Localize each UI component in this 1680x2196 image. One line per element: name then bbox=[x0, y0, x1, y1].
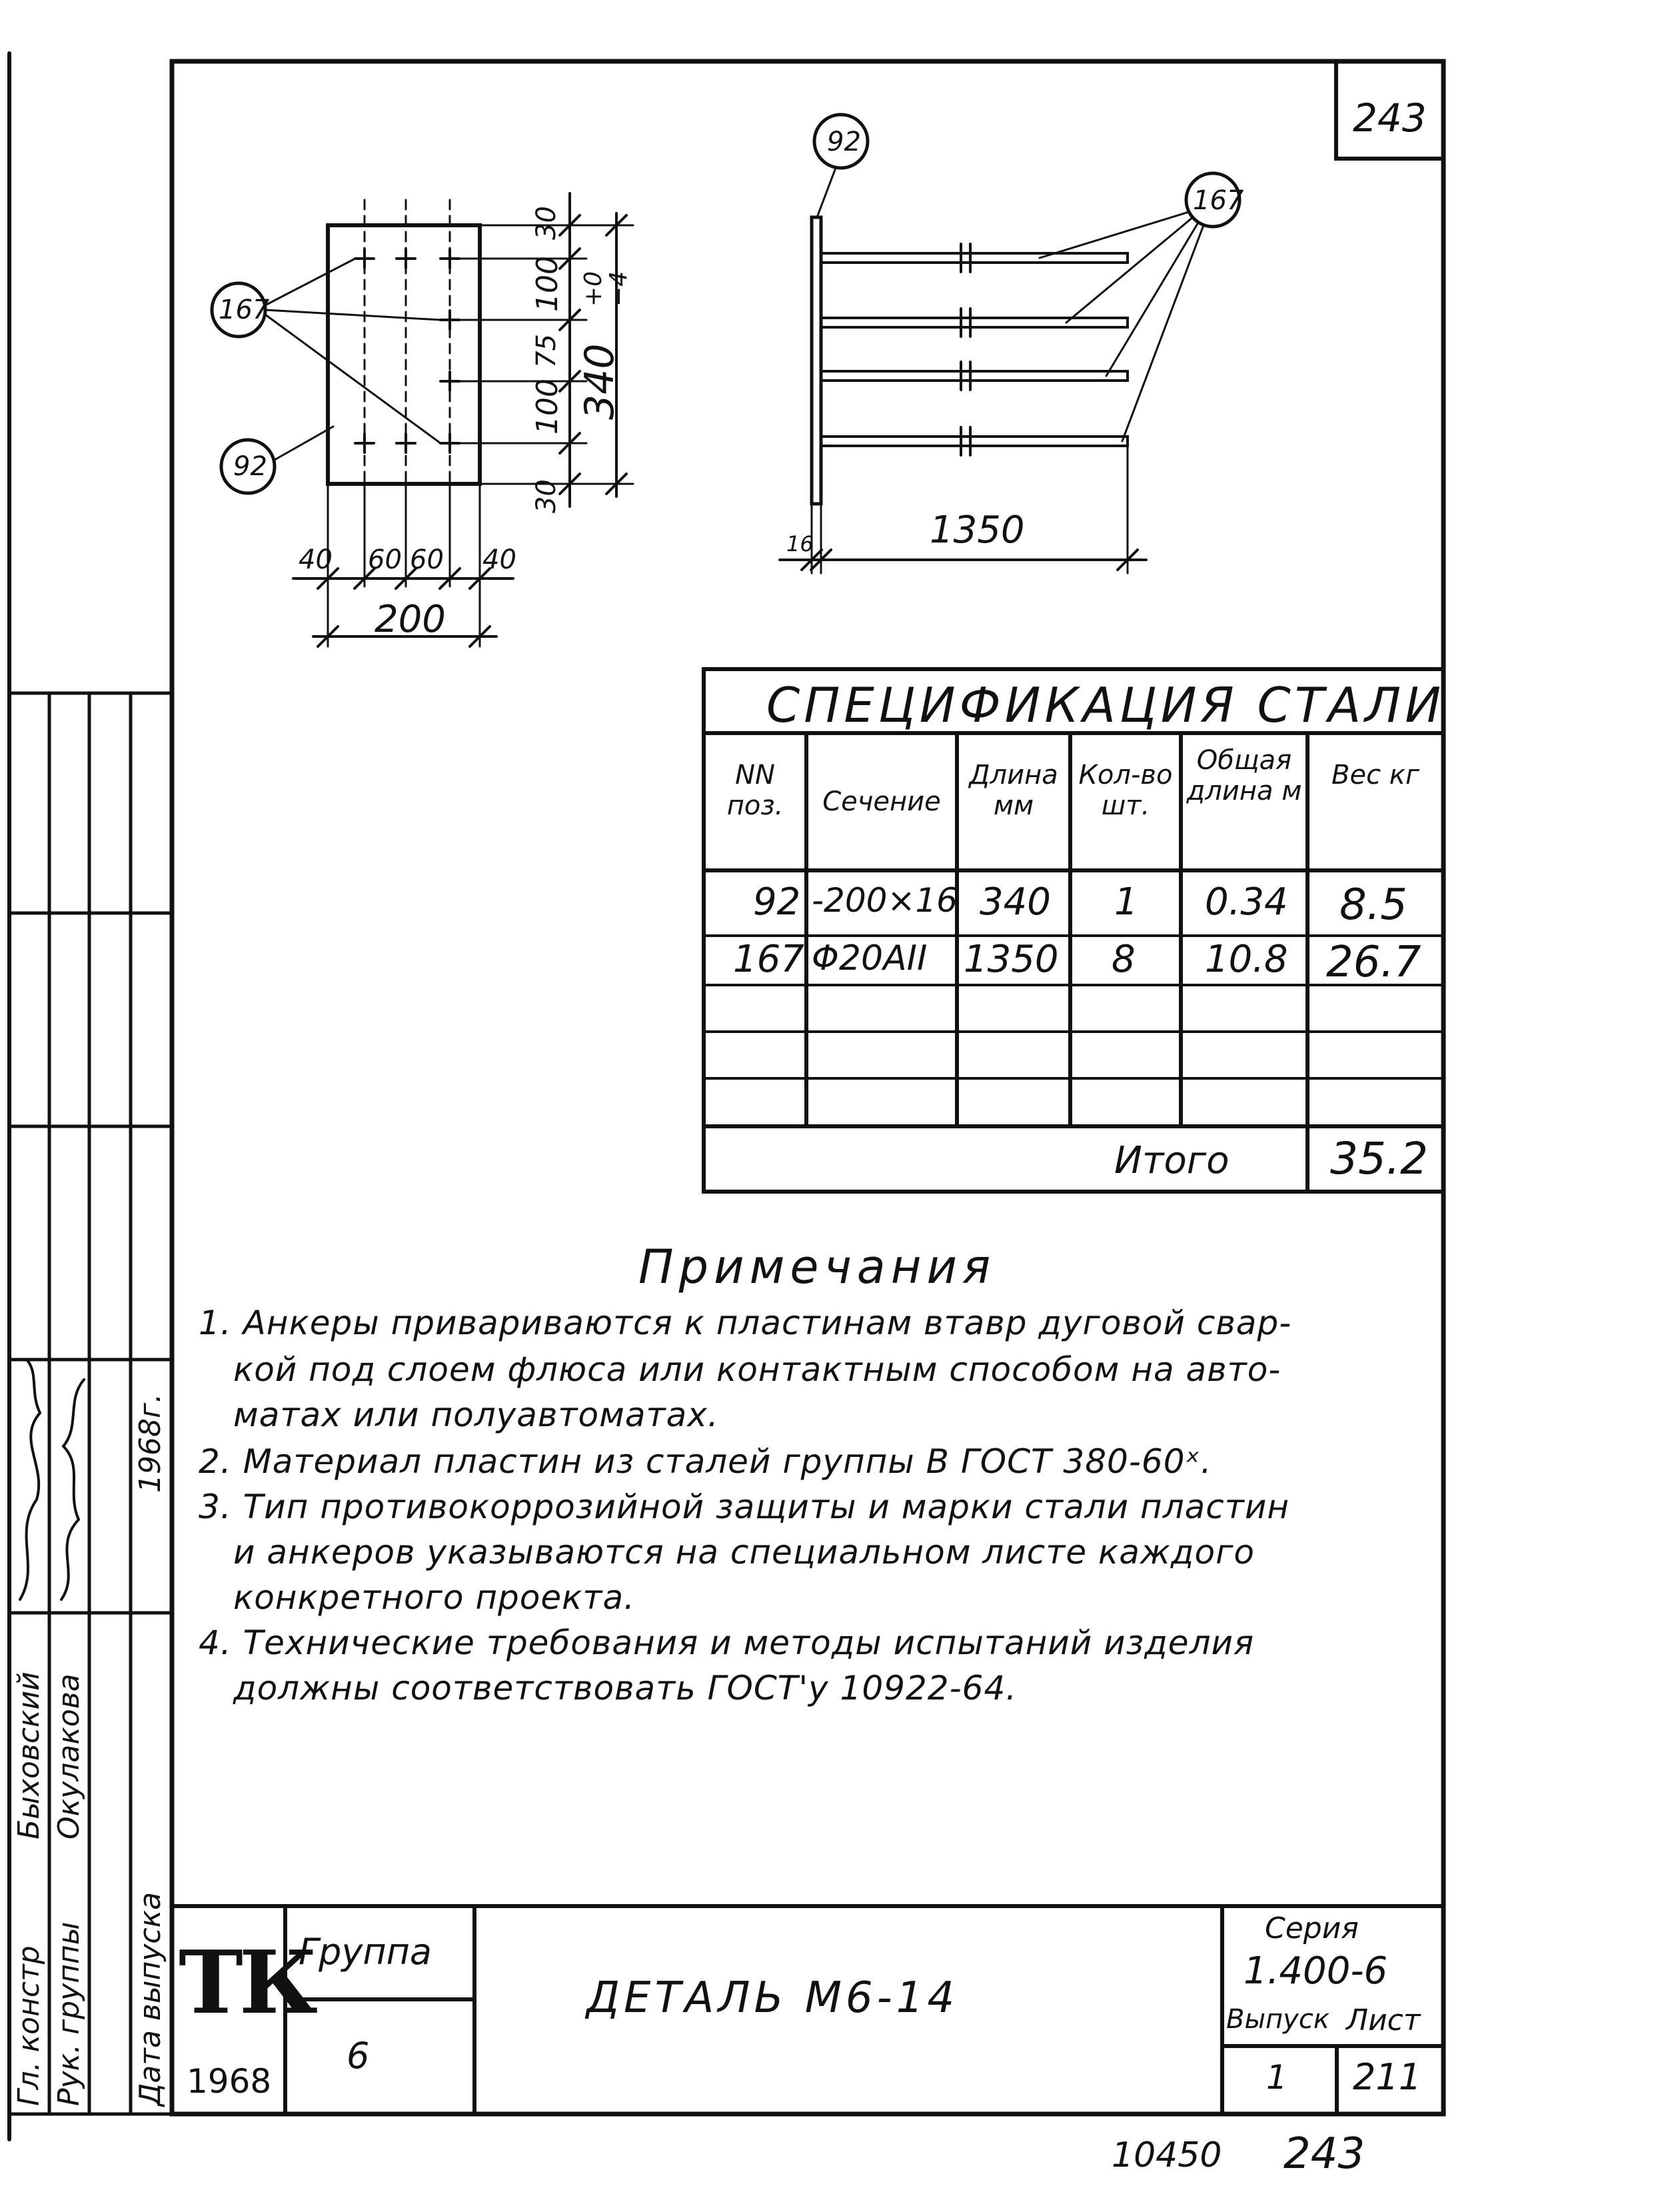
dim-label-100-upper: 100 bbox=[530, 256, 564, 312]
signature-group-lead bbox=[61, 1380, 84, 1600]
callout-label-plate-side: 92 bbox=[827, 127, 861, 157]
spec-cell-r2-section: Φ20AII bbox=[812, 938, 928, 978]
side-stamp-name-chief: Быховский bbox=[12, 1671, 46, 1839]
note-line: матах или полуавтоматах. bbox=[233, 1396, 719, 1434]
spec-table-title: СПЕЦИФИКАЦИЯ СТАЛИ bbox=[766, 677, 1445, 733]
spec-cell-r2-total-length: 10.8 bbox=[1205, 938, 1288, 981]
spec-header-qty: Кол-во шт. bbox=[1078, 760, 1173, 821]
dim-label-40-right: 40 bbox=[482, 545, 516, 575]
spec-cell-r1-length: 340 bbox=[980, 880, 1051, 924]
spec-header-weight: Вес кг bbox=[1331, 760, 1419, 790]
spec-cell-r1-total-length: 0.34 bbox=[1205, 880, 1288, 924]
series-value: 1.400-6 bbox=[1244, 1949, 1388, 1993]
detail-name: ДЕТАЛЬ М6-14 bbox=[586, 1973, 959, 2023]
note-line: конкретного проекта. bbox=[233, 1578, 635, 1617]
signature-chief bbox=[20, 1360, 40, 1600]
dim-label-anchor-length: 1350 bbox=[930, 509, 1025, 552]
note-line: 1. Анкеры привариваются к пластинам втавр дуговой свар- bbox=[199, 1304, 1292, 1342]
dim-label-60-right: 60 bbox=[410, 545, 444, 575]
dim-label-40-left: 40 bbox=[299, 545, 333, 575]
callout-label-plate-plan: 92 bbox=[233, 451, 267, 482]
issue-value: 1 bbox=[1266, 2058, 1287, 2097]
note-line: 4. Технические требования и методы испытаний изделия bbox=[199, 1624, 1255, 1662]
note-line: должны соответствовать ГОСТ'у 10922-64. bbox=[233, 1669, 1018, 1707]
note-line: 3. Тип противокоррозийной защиты и марки стали пластин bbox=[199, 1488, 1290, 1526]
page-number: 243 bbox=[1283, 2129, 1365, 2179]
spec-cell-r2-length: 1350 bbox=[964, 938, 1059, 981]
spec-header-total-length: Общая длина м bbox=[1186, 745, 1302, 806]
spec-cell-r1-pos: 92 bbox=[753, 880, 801, 924]
tk-logo: ТК bbox=[179, 1931, 314, 2033]
group-value: 6 bbox=[347, 2035, 370, 2077]
spec-header-section: Сечение bbox=[822, 786, 941, 817]
dim-label-bottom-edge: 30 bbox=[531, 479, 562, 513]
notes-title: Примечания bbox=[638, 1240, 996, 1294]
callout-label-anchors-plan: 167 bbox=[219, 295, 270, 325]
dim-label-100-lower: 100 bbox=[530, 379, 564, 435]
callout-label-anchors-side: 167 bbox=[1193, 185, 1244, 216]
note-line: 2. Материал пластин из сталей группы В ГОСТ 380-60ˣ. bbox=[199, 1442, 1212, 1481]
dim-label-75: 75 bbox=[531, 334, 562, 368]
spec-cell-r1-qty: 1 bbox=[1114, 880, 1138, 924]
spec-total-label: Итого bbox=[1114, 1139, 1230, 1182]
issue-label: Выпуск bbox=[1226, 2004, 1329, 2035]
series-label: Серия bbox=[1265, 1911, 1359, 1945]
note-line: кой под слоем флюса или контактным способом на авто- bbox=[233, 1350, 1281, 1389]
spec-total-value: 35.2 bbox=[1330, 1133, 1428, 1184]
side-stamp-role-release-date: Дата выпуска bbox=[133, 1891, 167, 2106]
spec-header-length: Длина мм bbox=[969, 760, 1058, 821]
group-label: Группа bbox=[299, 1931, 432, 1973]
dim-label-plate-thickness: 16 bbox=[786, 531, 814, 556]
spec-header-pos: NN поз. bbox=[726, 760, 784, 821]
side-stamp-date: 1968г. bbox=[133, 1393, 167, 1493]
dim-label-plate-width: 200 bbox=[375, 598, 446, 641]
title-block-year: 1968 bbox=[187, 2062, 272, 2101]
dim-label-total-height: 340 bbox=[576, 343, 623, 420]
dim-label-60-left: 60 bbox=[368, 545, 402, 575]
spec-cell-r2-weight: 26.7 bbox=[1326, 938, 1421, 987]
spec-cell-r2-pos: 167 bbox=[733, 938, 804, 981]
dim-label-total-tolerance: +0 −4 bbox=[580, 271, 632, 307]
spec-cell-r1-weight: 8.5 bbox=[1339, 880, 1407, 930]
spec-cell-r2-qty: 8 bbox=[1112, 938, 1136, 981]
corner-sheet-number: 243 bbox=[1353, 95, 1427, 141]
archive-number: 10450 bbox=[1112, 2135, 1222, 2175]
spec-cell-r1-section: -200×16 bbox=[812, 881, 958, 920]
side-stamp-name-group-lead: Окулакова bbox=[52, 1673, 86, 1839]
side-stamp-role-group-lead: Рук. группы bbox=[52, 1921, 86, 2106]
note-line: и анкеров указываются на специальном листе каждого bbox=[233, 1533, 1255, 1572]
sheet-value: 211 bbox=[1353, 2056, 1422, 2098]
dim-label-top-edge: 30 bbox=[531, 206, 562, 240]
side-stamp-role-chief: Гл. констр bbox=[12, 1945, 46, 2106]
sheet-label: Лист bbox=[1346, 2003, 1421, 2037]
